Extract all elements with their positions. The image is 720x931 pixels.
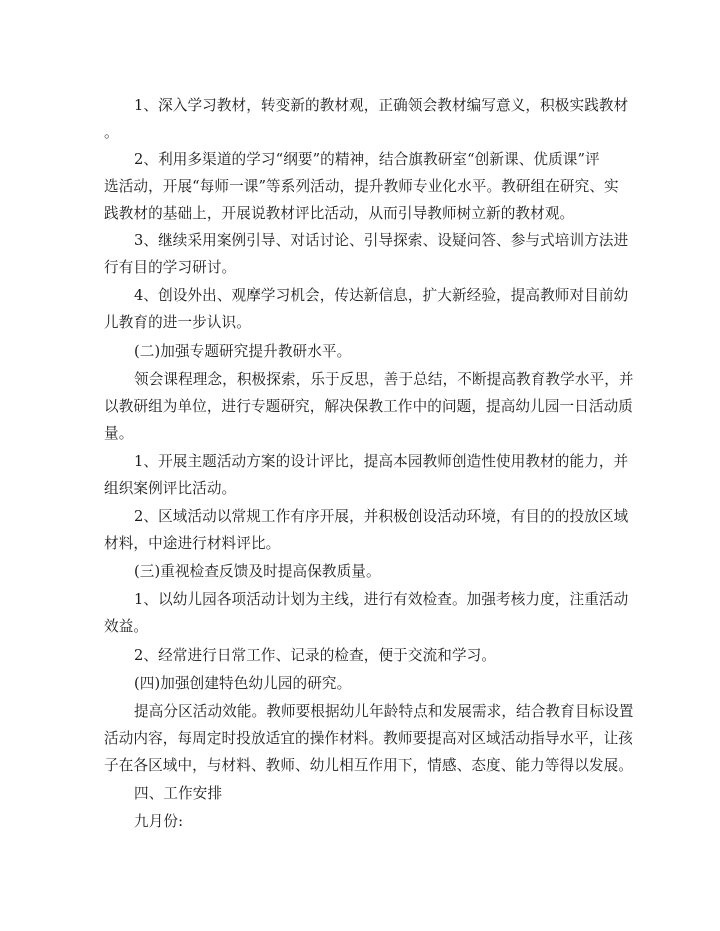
paragraph <box>104 503 629 557</box>
paragraph-line: 子在各区域中，与材料、教师、幼儿相互作用下，情感、态度、能力等得以发展。 <box>104 757 633 774</box>
paragraph-line: 1、开展主题活动方案的设计评比，提高本园教师创造性使用教材的能力，并 <box>134 453 629 470</box>
paragraph <box>104 227 629 281</box>
paragraph <box>104 448 629 502</box>
paragraph-line: (二)加强专题研究提升教研水平。 <box>134 343 352 360</box>
paragraph-line: 2、区域活动以常规工作有序开展，并积极创设活动环境，有目的的投放区域 <box>134 508 629 525</box>
paragraph-line: 量。 <box>104 425 134 442</box>
paragraph-line: 四、工作安排 <box>134 785 223 802</box>
section-heading <box>104 558 624 585</box>
paragraph-line: 组织案例评比活动。 <box>104 480 237 497</box>
paragraph <box>104 146 624 227</box>
paragraph-line: 2、利用多渠道的学习“纲要”的精神，结合旗教研室“创新课、优质课”评 <box>134 151 600 168</box>
paragraph-line: 4、创设外出、观摩学习机会，传达新信息，扩大新经验，提高教师对目前幼 <box>134 287 629 304</box>
section-heading <box>104 670 624 697</box>
paragraph <box>104 808 624 835</box>
paragraph <box>104 366 634 447</box>
paragraph-line: 领会课程理念，积极探索，乐于反思，善于总结，不断提高教育教学水平，并 <box>134 371 634 388</box>
paragraph <box>104 586 629 640</box>
paragraph-line: 九月份: <box>134 813 184 830</box>
paragraph-line: 提高分区活动效能。教师要根据幼儿年龄特点和发展需求，结合教育目标设置 <box>134 703 634 720</box>
paragraph-line: 选活动，开展“每师一课”等系列活动，提升教师专业化水平。教研组在研究、实 <box>104 178 619 195</box>
paragraph <box>104 282 629 336</box>
paragraph-line: 材料，中途进行材料评比。 <box>104 535 281 552</box>
section-heading <box>104 338 624 365</box>
paragraph <box>104 642 624 669</box>
paragraph-line: 儿教育的进一步认识。 <box>104 314 251 331</box>
paragraph-line: 1、深入学习教材，转变新的教材观，正确领会教材编写意义，积极实践教材 <box>134 97 629 114</box>
paragraph-line: 效益。 <box>104 618 149 635</box>
paragraph-line: (四)加强创建特色幼儿园的研究。 <box>134 675 352 692</box>
paragraph-line: 以教研组为单位，进行专题研究，解决保教工作中的问题，提高幼儿园一日活动质 <box>104 398 633 415</box>
paragraph-line: 活动内容，每周定时投放适宜的操作材料。教师要提高对区域活动指导水平，让孩 <box>104 730 633 747</box>
paragraph-line: 2、经常进行日常工作、记录的检查，便于交流和学习。 <box>134 647 497 664</box>
paragraph-line: 。 <box>104 124 119 141</box>
paragraph-line: (三)重视检查反馈及时提高保教质量。 <box>134 563 381 580</box>
paragraph-line: 3、继续采用案例引导、对话讨论、引导探索、设疑问答、参与式培训方法进 <box>134 232 629 249</box>
paragraph <box>104 698 634 779</box>
paragraph <box>104 92 629 146</box>
paragraph-line: 1、以幼儿园各项活动计划为主线，进行有效检查。加强考核力度，注重活动 <box>134 591 629 608</box>
paragraph-line: 践教材的基础上，开展说教材评比活动，从而引导教师树立新的教材观。 <box>104 205 575 222</box>
section-heading <box>104 780 624 807</box>
paragraph-line: 行有目的学习研讨。 <box>104 259 237 276</box>
